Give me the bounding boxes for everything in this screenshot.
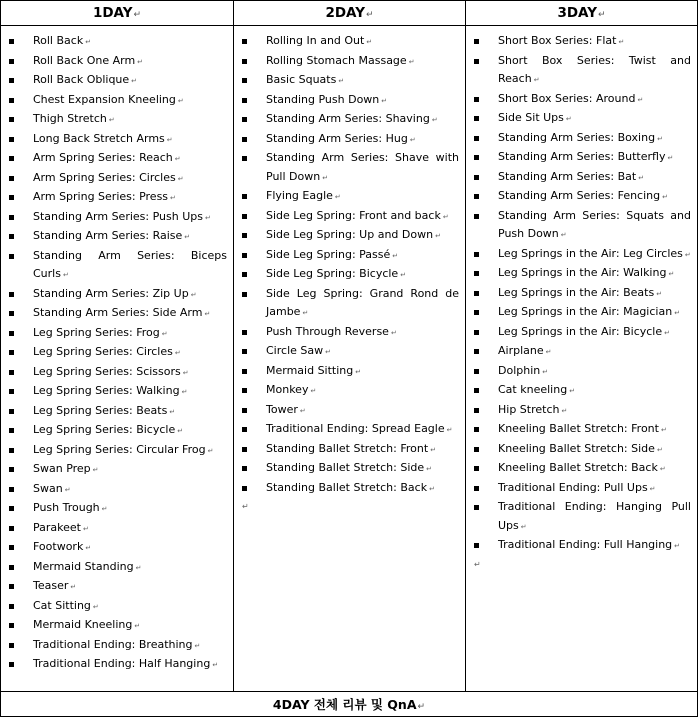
list-item <box>7 130 227 150</box>
list-item <box>240 130 459 150</box>
paragraph-mark: ↵ <box>656 289 663 298</box>
paragraph-mark: ↵ <box>664 328 670 337</box>
paragraph-mark: ↵ <box>569 387 576 395</box>
list-item <box>7 343 227 363</box>
paragraph-mark: ↵ <box>338 77 345 85</box>
exercise-name: Standing Arm Series: Shave with Pull Down <box>266 151 459 183</box>
list-item <box>472 187 691 207</box>
list-item <box>240 265 459 285</box>
exercise-name: Short Box Series: Twist and Reach <box>498 53 691 85</box>
paragraph-mark: ↵ <box>426 465 433 473</box>
header-label: 2DAY <box>325 5 365 21</box>
exercise-name: Roll Back <box>33 34 84 47</box>
exercise-name: Side Leg Spring: Front and back <box>266 208 441 222</box>
list-item <box>240 32 459 52</box>
list-item <box>7 91 227 111</box>
list-item <box>240 381 459 401</box>
exercise-name: Rolling Stomach Massage <box>266 53 407 67</box>
list-item <box>240 187 459 207</box>
exercise-name: Roll Back Oblique <box>33 73 130 86</box>
paragraph-mark: ↵ <box>435 232 441 240</box>
list-item <box>7 480 227 500</box>
list-item <box>240 459 459 479</box>
paragraph-mark: ↵ <box>668 270 675 278</box>
exercise-name: Dolphin <box>498 363 541 377</box>
trailing-paragraph-mark: ↵ <box>242 502 249 511</box>
list-item <box>240 52 459 72</box>
content-row <box>1 26 698 692</box>
list-item <box>472 323 691 343</box>
list-item <box>472 303 691 323</box>
paragraph-mark: ↵ <box>204 213 211 222</box>
paragraph-mark: ↵ <box>85 38 92 46</box>
paragraph-mark: ↵ <box>618 38 625 46</box>
paragraph-mark: ↵ <box>190 290 197 299</box>
exercise-name: Standing Ballet Stretch: Front <box>266 441 429 455</box>
exercise-name: Arm Spring Series: Circles <box>33 170 176 184</box>
list-item <box>7 363 227 383</box>
paragraph-mark: ↵ <box>322 173 329 182</box>
exercise-name: Mermaid Kneeling <box>33 618 133 631</box>
list-item <box>240 342 459 362</box>
paragraph-mark: ↵ <box>302 309 309 317</box>
exercise-name: Kneeling Ballet Stretch: Front <box>498 422 659 435</box>
list-item <box>472 536 691 556</box>
day-1-cell <box>1 26 234 692</box>
exercise-name: Leg Spring Series: Walking <box>33 384 180 397</box>
exercise-name: Cat kneeling <box>498 383 568 396</box>
header-label: 1DAY <box>92 5 133 21</box>
list-item <box>472 245 691 265</box>
list-item <box>7 208 227 228</box>
list-item <box>240 246 459 266</box>
list-item <box>240 207 459 227</box>
paragraph-mark: ↵ <box>181 388 188 396</box>
header-label: 3DAY <box>557 5 597 21</box>
paragraph-mark: ↵ <box>366 38 373 46</box>
paragraph-mark: ↵ <box>133 10 142 20</box>
list-item <box>472 459 691 479</box>
header-day-1 <box>1 1 234 26</box>
list-item <box>240 91 459 111</box>
paragraph-mark: ↵ <box>85 544 92 552</box>
paragraph-mark: ↵ <box>177 96 184 105</box>
paragraph-mark: ↵ <box>545 348 552 356</box>
paragraph-mark: ↵ <box>137 57 144 66</box>
paragraph-mark: ↵ <box>310 387 317 395</box>
exercise-name: Side Leg Spring: Passé <box>266 247 391 261</box>
paragraph-mark: ↵ <box>365 10 374 20</box>
list-item <box>240 71 459 91</box>
list-item <box>472 32 691 52</box>
list-item <box>7 499 227 519</box>
header-day-2 <box>234 1 466 26</box>
list-item <box>472 148 691 168</box>
exercise-name: Roll Back One Arm <box>33 53 136 67</box>
list-item <box>7 247 227 285</box>
day-3-cell <box>466 26 698 692</box>
exercise-name: Long Back Stretch Arms <box>33 131 165 145</box>
list-item <box>240 323 459 343</box>
paragraph-mark: ↵ <box>101 505 108 513</box>
exercise-name: Leg Spring Series: Bicycle <box>33 423 176 436</box>
exercise-name: Short Box Series: Flat <box>498 34 617 47</box>
exercise-name: Tower <box>266 402 298 416</box>
list-item <box>472 264 691 284</box>
paragraph-mark: ↵ <box>207 446 214 455</box>
exercise-name: Traditional Ending: Full Hanging <box>498 538 673 551</box>
list-item <box>7 597 227 617</box>
paragraph-mark: ↵ <box>597 10 606 20</box>
exercise-name: Side Leg Spring: Grand Rond de Jambe <box>266 286 459 318</box>
list-item <box>240 479 459 499</box>
paragraph-mark: ↵ <box>134 622 141 630</box>
exercise-name: Arm Spring Series: Press <box>33 190 169 203</box>
trailing-paragraph-mark <box>1 675 233 691</box>
exercise-name: Leg Spring Series: Beats <box>33 403 168 417</box>
paragraph-mark: ↵ <box>659 465 666 473</box>
exercise-name: Chest Expansion Kneeling <box>33 92 176 106</box>
list-item <box>240 401 459 421</box>
paragraph-mark: ↵ <box>520 522 527 531</box>
list-item <box>7 616 227 636</box>
list-item <box>472 207 691 245</box>
exercise-name: Standing Arm Series: Boxing <box>498 130 656 144</box>
list-item <box>472 479 691 499</box>
paragraph-mark: ↵ <box>92 466 99 474</box>
list-item <box>472 440 691 460</box>
list-item <box>7 636 227 656</box>
exercise-name: Leg Springs in the Air: Magician <box>498 305 673 318</box>
list-item <box>472 90 691 110</box>
exercise-name: Push Trough <box>33 501 100 514</box>
list-item <box>7 655 227 675</box>
exercise-name: Standing Arm Series: Shaving <box>266 112 430 125</box>
exercise-name: Traditional Ending: Breathing <box>33 637 193 651</box>
paragraph-mark: ↵ <box>182 368 189 377</box>
exercise-name: Flying Eagle <box>266 189 333 202</box>
paragraph-mark: ↵ <box>212 661 219 669</box>
exercise-list-day-2 <box>234 26 465 498</box>
exercise-name: Cat Sitting <box>33 598 91 612</box>
list-item <box>472 52 691 90</box>
exercise-name: Traditional Ending: Half Hanging <box>33 657 211 670</box>
paragraph-mark: ↵ <box>408 57 415 66</box>
paragraph-mark: ↵ <box>184 233 191 241</box>
paragraph-mark: ↵ <box>174 349 181 357</box>
exercise-name: Mermaid Sitting <box>266 363 354 377</box>
list-item <box>240 420 459 440</box>
exercise-name: Swan Prep <box>33 462 91 475</box>
paragraph-mark: ↵ <box>64 485 71 494</box>
paragraph-mark: ↵ <box>442 212 449 221</box>
paragraph-mark: ↵ <box>131 77 138 85</box>
paragraph-mark: ↵ <box>417 701 426 712</box>
list-item <box>7 402 227 422</box>
exercise-name: Standing Arm Series: Biceps Curls <box>33 248 227 280</box>
exercise-name: Traditional Ending: Hanging Pull Ups <box>498 500 691 532</box>
list-item <box>7 421 227 441</box>
exercise-name: Traditional Ending: Spread Eagle <box>266 422 445 435</box>
list-item <box>7 227 227 247</box>
paragraph-mark: ↵ <box>174 155 181 163</box>
paragraph-mark: ↵ <box>684 250 691 259</box>
list-item <box>7 324 227 344</box>
paragraph-mark: ↵ <box>82 524 89 533</box>
paragraph-mark: ↵ <box>560 231 567 239</box>
list-item <box>7 460 227 480</box>
exercise-name: Kneeling Ballet Stretch: Back <box>498 461 658 474</box>
list-item <box>472 381 691 401</box>
paragraph-mark: ↵ <box>561 406 568 415</box>
paragraph-mark: ↵ <box>660 426 667 434</box>
exercise-list-day-1 <box>1 26 233 675</box>
header-day-3 <box>466 1 698 26</box>
exercise-name: Leg Springs in the Air: Beats <box>498 285 655 299</box>
exercise-name: Standing Arm Series: Push Ups <box>33 209 203 223</box>
exercise-name: Standing Arm Series: Bat <box>498 169 637 183</box>
paragraph-mark: ↵ <box>446 426 453 434</box>
exercise-name: Thigh Stretch <box>33 112 107 125</box>
list-item <box>7 32 227 52</box>
exercise-name: Standing Push Down <box>266 92 380 106</box>
day-2-cell <box>234 26 466 692</box>
paragraph-mark: ↵ <box>638 173 645 182</box>
paragraph-mark: ↵ <box>194 641 201 650</box>
paragraph-mark: ↵ <box>542 367 549 376</box>
list-item <box>472 420 691 440</box>
paragraph-mark: ↵ <box>381 96 388 105</box>
exercise-name: Leg Springs in the Air: Leg Circles <box>498 246 683 260</box>
exercise-name: Kneeling Ballet Stretch: Side <box>498 441 655 455</box>
paragraph-mark: ↵ <box>161 329 168 338</box>
exercise-name: Standing Ballet Stretch: Side <box>266 461 425 474</box>
exercise-name: Arm Spring Series: Reach <box>33 151 173 164</box>
paragraph-mark: ↵ <box>325 348 331 356</box>
list-item <box>7 71 227 91</box>
list-item <box>472 109 691 129</box>
header-row <box>1 1 698 26</box>
exercise-name: Swan <box>33 481 63 495</box>
paragraph-mark: ↵ <box>177 427 184 435</box>
list-item <box>7 304 227 324</box>
list-item <box>7 188 227 208</box>
paragraph-mark: ↵ <box>177 174 184 183</box>
paragraph-mark: ↵ <box>649 484 656 493</box>
paragraph-mark: ↵ <box>70 583 77 591</box>
list-item <box>7 149 227 169</box>
paragraph-mark: ↵ <box>170 194 176 202</box>
footer-cell <box>1 691 698 716</box>
paragraph-mark: ↵ <box>429 484 435 493</box>
list-item <box>472 498 691 536</box>
exercise-name: Leg Spring Series: Scissors <box>33 364 181 378</box>
paragraph-mark: ↵ <box>108 116 115 124</box>
exercise-name: Leg Springs in the Air: Walking <box>498 266 667 279</box>
paragraph-mark: ↵ <box>565 115 572 123</box>
exercise-name: Teaser <box>33 579 69 592</box>
paragraph-mark: ↵ <box>400 271 407 279</box>
list-item <box>7 382 227 402</box>
exercise-name: Leg Spring Series: Circular Frog <box>33 442 206 456</box>
paragraph-mark: ↵ <box>657 134 663 143</box>
exercise-name: Monkey <box>266 383 309 396</box>
trailing-paragraph-mark: ↵ <box>474 559 481 569</box>
exercise-name: Standing Arm Series: Squats and Push Down <box>498 208 691 240</box>
list-item <box>472 401 691 421</box>
footer-label: 4DAY 전체 리뷰 및 QnA <box>272 696 417 712</box>
exercise-name: Rolling In and Out <box>266 34 365 47</box>
exercise-name: Standing Arm Series: Fencing <box>498 189 661 202</box>
list-item <box>7 558 227 578</box>
paragraph-mark: ↵ <box>667 154 674 162</box>
footer-row <box>1 691 698 716</box>
list-item <box>472 168 691 188</box>
paragraph-mark: ↵ <box>533 76 540 84</box>
paragraph-mark: ↵ <box>430 445 437 454</box>
paragraph-mark: ↵ <box>674 542 681 550</box>
exercise-name: Hip Stretch <box>498 402 560 416</box>
paragraph-mark: ↵ <box>135 563 142 572</box>
exercise-name: Standing Arm Series: Butterfly <box>498 150 666 163</box>
paragraph-mark: ↵ <box>334 193 341 201</box>
exercise-name: Short Box Series: Around <box>498 91 636 105</box>
list-item <box>7 169 227 189</box>
list-item <box>472 362 691 382</box>
exercise-name: Standing Arm Series: Zip Up <box>33 286 189 300</box>
list-item <box>240 362 459 382</box>
list-item <box>472 284 691 304</box>
exercise-name: Basic Squats <box>266 73 337 86</box>
list-item <box>7 577 227 597</box>
paragraph-mark: ↵ <box>392 251 399 260</box>
exercise-name: Side Leg Spring: Bicycle <box>266 267 399 280</box>
exercise-name: Airplane <box>498 344 544 357</box>
list-item <box>472 342 691 362</box>
paragraph-mark: ↵ <box>299 406 306 415</box>
list-item <box>240 440 459 460</box>
exercise-name: Leg Spring Series: Circles <box>33 345 173 358</box>
exercise-name: Standing Arm Series: Raise <box>33 229 183 242</box>
paragraph-mark: ↵ <box>92 602 99 611</box>
list-item <box>240 285 459 323</box>
list-item <box>472 129 691 149</box>
paragraph-mark: ↵ <box>204 310 211 318</box>
list-item <box>7 441 227 461</box>
paragraph-mark: ↵ <box>166 135 173 144</box>
list-item <box>7 52 227 72</box>
exercise-name: Circle Saw <box>266 344 324 357</box>
paragraph-mark: ↵ <box>355 367 362 376</box>
exercise-name: Standing Ballet Stretch: Back <box>266 480 428 494</box>
list-item <box>240 226 459 246</box>
exercise-name: Leg Springs in the Air: Bicycle <box>498 324 663 338</box>
paragraph-mark: ↵ <box>431 116 438 124</box>
exercise-name: Mermaid Standing <box>33 559 134 573</box>
exercise-name: Parakeet <box>33 520 81 534</box>
exercise-name: Leg Spring Series: Frog <box>33 325 160 339</box>
paragraph-mark: ↵ <box>390 328 397 337</box>
exercise-name: Footwork <box>33 540 84 553</box>
list-item <box>240 110 459 130</box>
paragraph-mark: ↵ <box>656 445 663 454</box>
list-item <box>240 149 459 187</box>
paragraph-mark: ↵ <box>62 271 69 279</box>
exercise-name: Standing Arm Series: Hug <box>266 131 408 145</box>
list-item <box>7 285 227 305</box>
exercise-list-day-3 <box>466 26 697 556</box>
exercise-name: Push Through Reverse <box>266 324 389 338</box>
exercise-name: Side Leg Spring: Up and Down <box>266 228 434 241</box>
paragraph-mark: ↵ <box>662 193 668 201</box>
list-item <box>7 519 227 539</box>
list-item <box>7 110 227 130</box>
exercise-name: Side Sit Ups <box>498 111 564 124</box>
exercise-name: Traditional Ending: Pull Ups <box>498 480 648 494</box>
paragraph-mark: ↵ <box>637 95 644 104</box>
list-item <box>7 538 227 558</box>
exercise-name: Standing Arm Series: Side Arm <box>33 306 203 319</box>
paragraph-mark: ↵ <box>169 407 176 416</box>
paragraph-mark: ↵ <box>409 135 416 144</box>
paragraph-mark: ↵ <box>674 309 681 317</box>
